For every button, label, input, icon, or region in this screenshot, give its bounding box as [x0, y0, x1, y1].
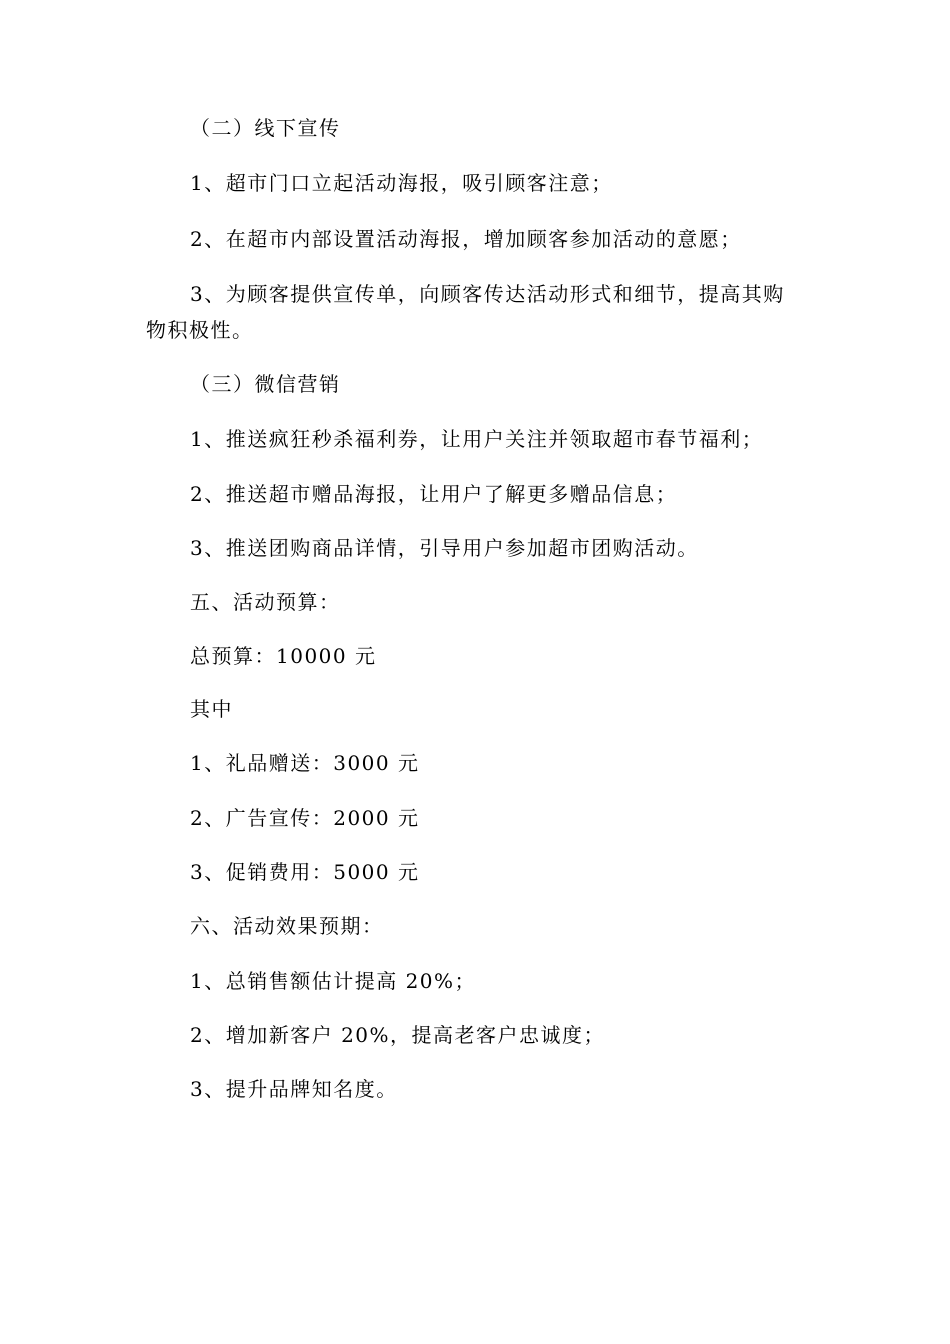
paragraph: 3、推送团购商品详情，引导用户参加超市团购活动。 [190, 536, 699, 560]
paragraph: 3、促销费用：5000 元 [190, 860, 420, 884]
paragraph: 3、提升品牌知名度。 [190, 1077, 398, 1101]
paragraph: 3、为顾客提供宣传单，向顾客传达活动形式和细节，提高其购 [190, 282, 785, 306]
paragraph: 2、增加新客户 20%，提高老客户忠诚度； [190, 1023, 606, 1047]
paragraph: 1、超市门口立起活动海报，吸引顾客注意； [190, 171, 613, 195]
section-heading-offline-promotion: （二）线下宣传 [190, 116, 341, 140]
paragraph: 1、礼品赠送：3000 元 [190, 751, 420, 775]
paragraph: 总预算：10000 元 [190, 644, 377, 668]
paragraph: 2、推送超市赠品海报，让用户了解更多赠品信息； [190, 482, 678, 506]
paragraph: 其中 [190, 697, 233, 721]
section-heading-wechat-marketing: （三）微信营销 [190, 372, 341, 396]
paragraph-continuation: 物积极性。 [146, 318, 254, 342]
section-heading-expected-results: 六、活动效果预期： [190, 914, 384, 938]
paragraph: 2、广告宣传：2000 元 [190, 806, 420, 830]
paragraph: 1、总销售额估计提高 20%； [190, 969, 477, 993]
paragraph: 1、推送疯狂秒杀福利券，让用户关注并领取超市春节福利； [190, 427, 764, 451]
section-heading-budget: 五、活动预算： [190, 590, 341, 614]
paragraph: 2、在超市内部设置活动海报，增加顾客参加活动的意愿； [190, 227, 742, 251]
